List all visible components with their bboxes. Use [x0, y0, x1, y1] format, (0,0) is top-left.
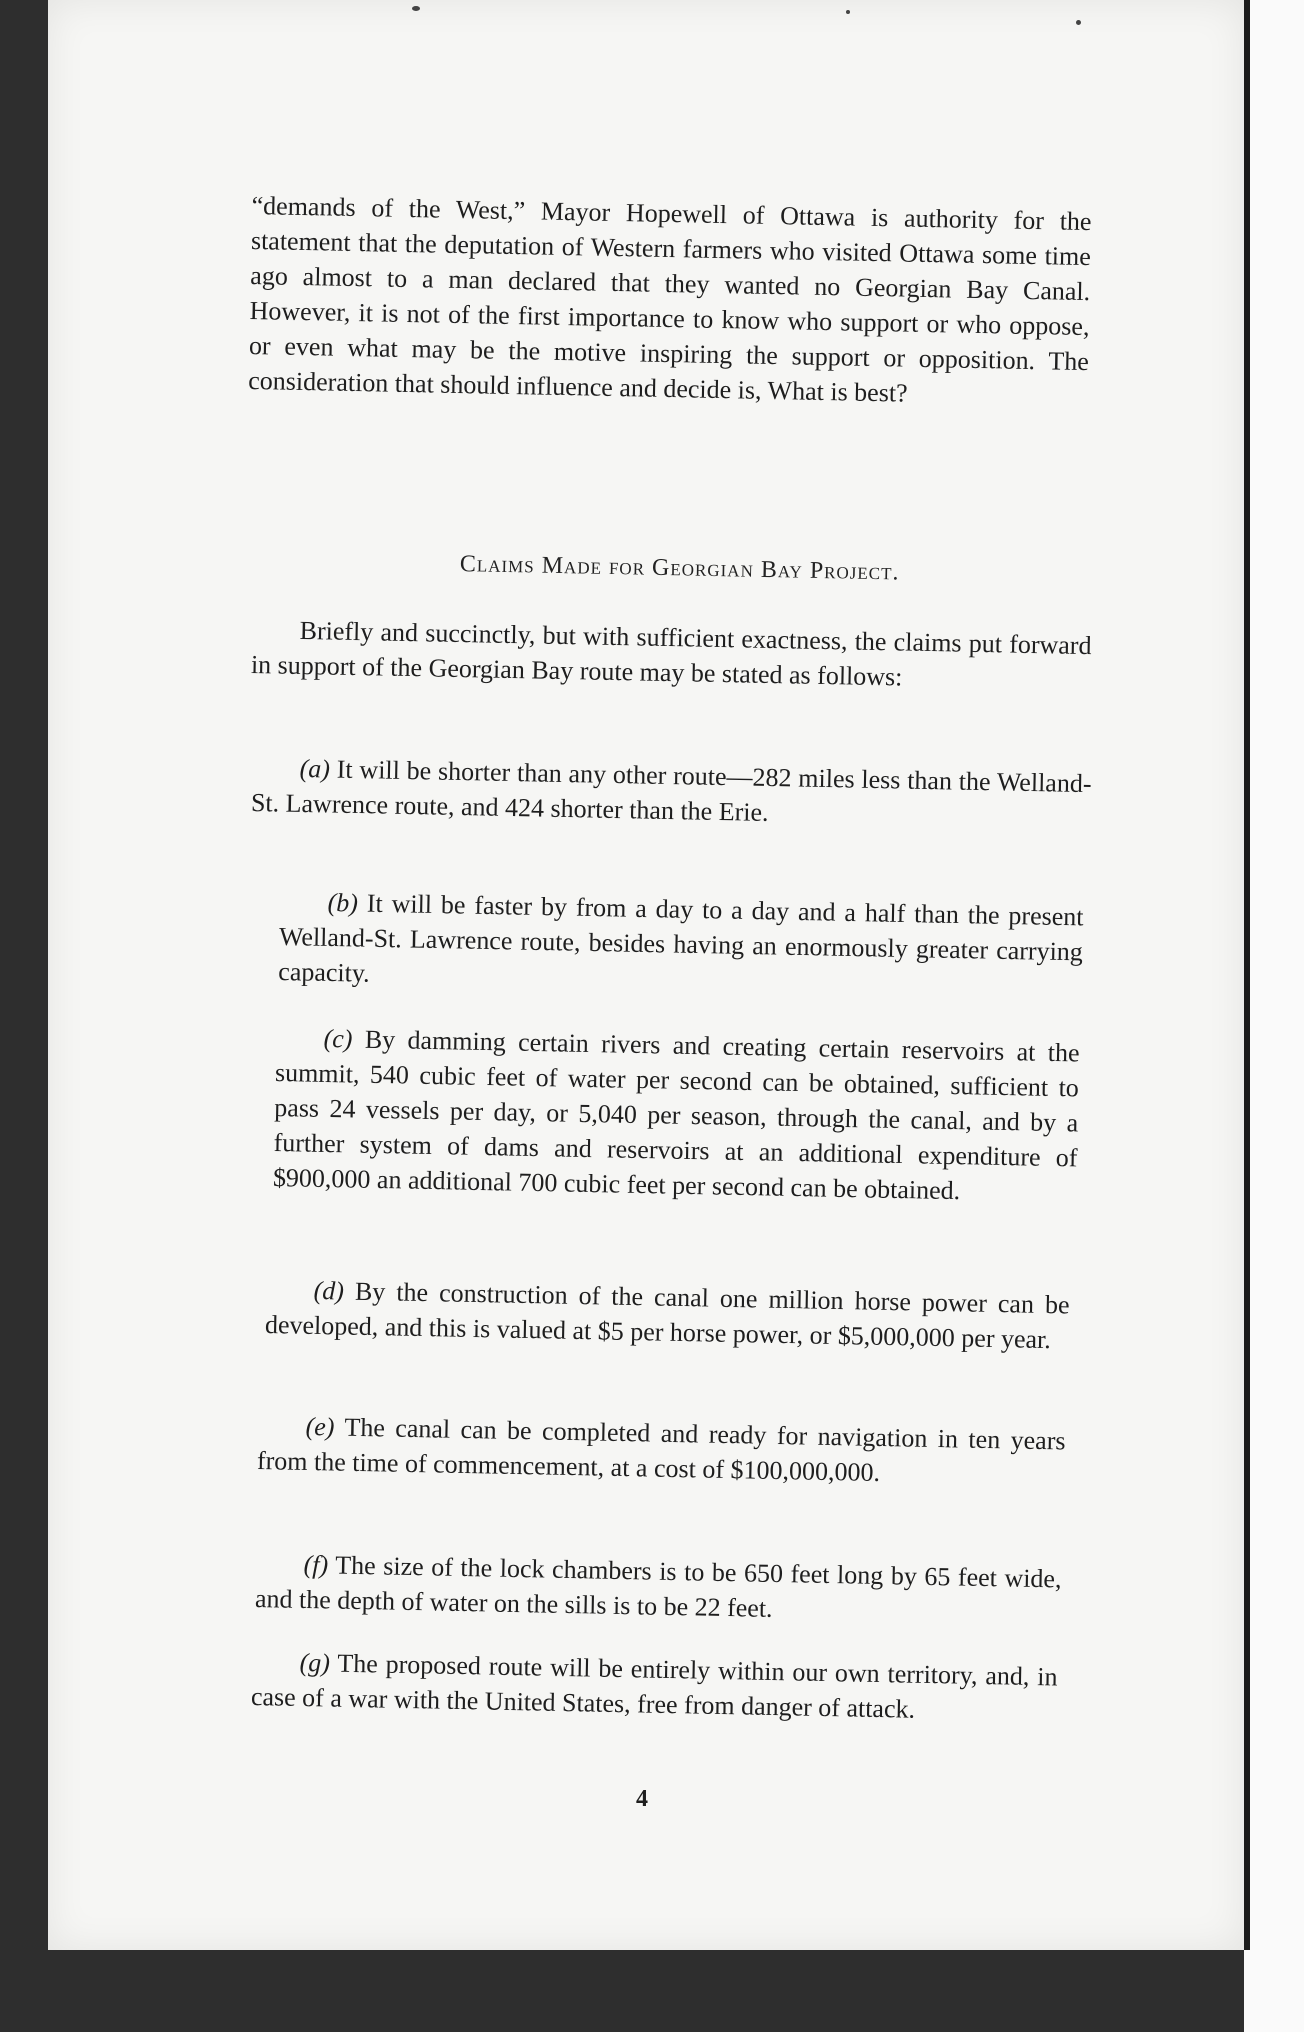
scan-speck: [1076, 20, 1081, 25]
claim-c: [273, 1020, 1080, 1210]
claim-marker: (b): [327, 887, 359, 918]
claim-marker: (g): [299, 1647, 331, 1678]
page-number: 4: [636, 1786, 648, 1812]
section-heading: Claims Made for Georgian Bay Project.: [459, 551, 900, 586]
claim-text: By damming certain rivers and creating certain reservoirs at the summit, 540 cubic feet of water per second can be obtained, sufficient to pass 24 vessels per day, or 5,040 per season, through the canal, and by a further system of dams and reservoirs at an additional expenditure of $900,000 an additional 700 cubic feet per second can be obtained.: [272, 1024, 1080, 1206]
claim-text: The proposed route will be entirely within our own territory, and, in case of a war with the United States, free from danger of attack.: [250, 1648, 1058, 1724]
claim-text: It will be faster by from a day to a day and a half than the present Welland-St. Lawrence route, besides having an enormously greater carrying capacity.: [278, 888, 1084, 988]
claim-text: By the construction of the canal one million horse power can be developed, and this is valued at $5 per horse power, or $5,000,000 per year.: [264, 1276, 1070, 1355]
claim-text: It will be shorter than any other route—282 miles less than the Welland-St. Lawrence route, and 424 shorter than the Erie.: [250, 754, 1092, 827]
claim-marker: (f): [303, 1549, 329, 1580]
claim-marker: (e): [305, 1411, 335, 1442]
intro-paragraph: “demands of the West,” Mayor Hopewell of Ottawa is authority for the statement that the deputation of Western farmers who visited Ottawa some time ago almost to a man declared that they wanted no Georgian Bay Canal. However, it is not of the first importance to know who support or who oppose, or even what may be the motive inspiring the support or opposition. The consideration that should influence and decide is, What is best?: [248, 190, 1092, 408]
scan-speck: [412, 6, 420, 11]
adjacent-page-edge: [1244, 0, 1304, 2032]
scan-speck: [846, 10, 850, 14]
claim-marker: (c): [323, 1023, 353, 1054]
claim-text: The canal can be completed and ready for navigation in ten years from the time of commencement, at a cost of $100,000,000.: [256, 1412, 1066, 1487]
brief-paragraph: Briefly and succinctly, but with sufficient exactness, the claims put forward in support of the Georgian Bay route may be stated as follows:: [250, 615, 1092, 692]
claim-marker: (a): [299, 753, 331, 784]
claim-text: The size of the lock chambers is to be 650 feet long by 65 feet wide, and the depth of water on the sills is to be 22 feet.: [254, 1550, 1062, 1623]
claim-marker: (d): [313, 1275, 345, 1306]
claim-b: [278, 884, 1084, 1004]
